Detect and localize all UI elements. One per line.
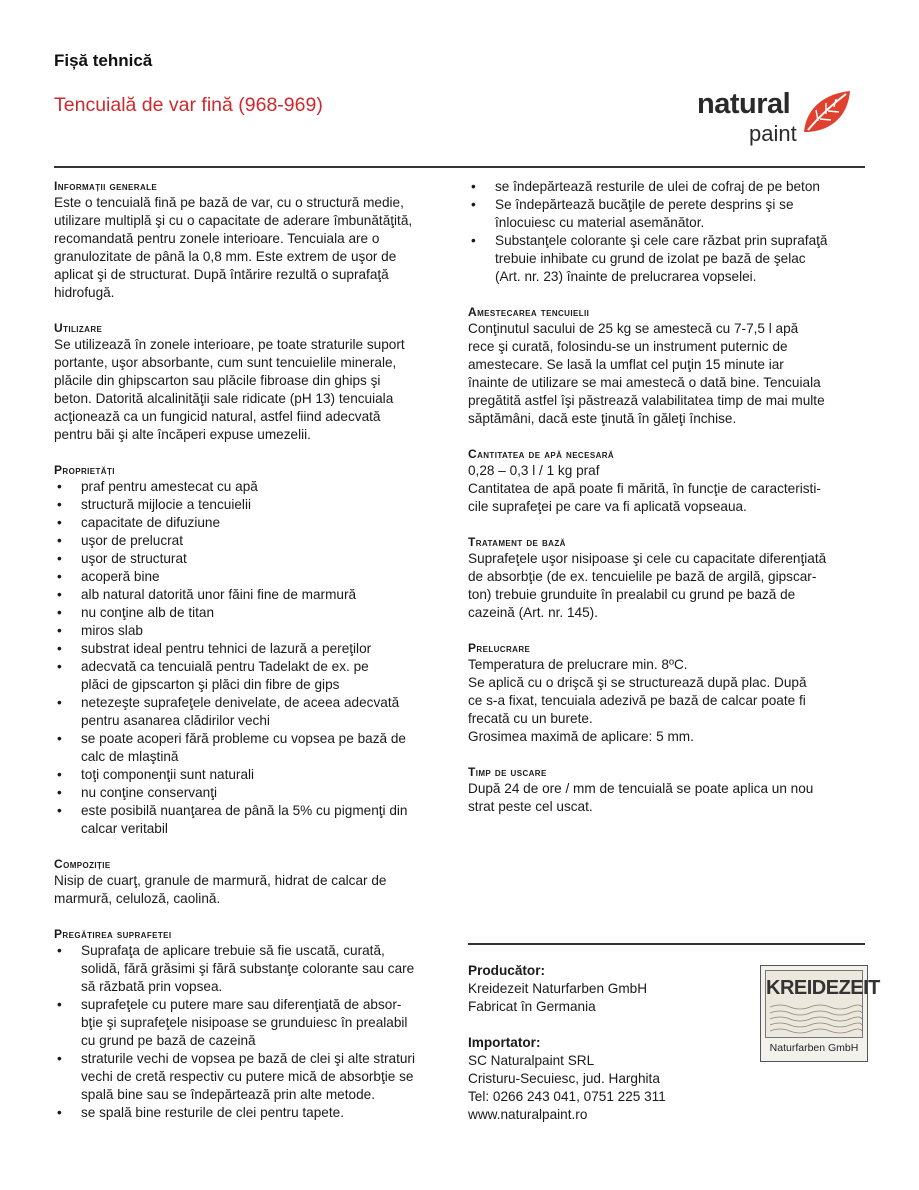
kreidezeit-logo-panel [765,970,880,1038]
list-item: • uşor de structurat [54,550,454,568]
list-item: • se spală bine resturile de clei pentru tapete. [54,1104,454,1122]
doc-type: Fișă tehnică [54,51,153,70]
contacts-block [468,962,748,1124]
logo-word-paint: paint [749,121,797,146]
producer-country: Fabricat în Germania [468,999,596,1014]
properties-list [54,478,454,838]
list-item: • suprafeţele cu putere mare sau diferenţiată de absor- bţie şi suprafeţele nisipoase se grunduiesc în prealabil cu grund pe bază de cazeină [54,996,454,1050]
left-column [54,178,454,1122]
importer-label: Importator: [468,1035,541,1050]
importer-name: SC Naturalpaint SRL [468,1053,595,1068]
list-item: • alb natural datorită unor făini fine de marmură [54,586,454,604]
section-heading-usage: Utilizare [54,321,103,335]
list-item: • substrat ideal pentru tehnici de lazură a pereţilor [54,640,454,658]
section-heading-general-info: Informații generale [54,179,158,193]
producer-label: Producător: [468,963,546,978]
list-item: • nu conţine conservanţi [54,784,454,802]
section-heading-mixing: Amestecarea tencuielii [468,305,590,319]
section-heading-surface-preparation: Pregătirea suprafetei [54,927,172,941]
stamp-subtitle: Naturfarben GmbH [769,1042,859,1054]
list-item: • straturile vechi de vopsea pe bază de clei şi alte straturi vechi de cretă respectiv cu putere mică de absorbţie se spală bine sau se îndepărtează prin alte metode. [54,1050,454,1104]
list-item: • se poate acoperi fără probleme cu vopsea pe bază de calc de mlaştină [54,730,454,766]
section-heading-base-treatment: Tratament de bază [468,535,566,549]
list-item: • netezeşte suprafeţele denivelate, de aceea adecvată pentru asanarea clădirilor vechi [54,694,454,730]
kreidezeit-stamp [760,965,880,1062]
section-heading-processing: Prelucrare [468,641,531,655]
right-column [468,178,868,816]
list-item: • uşor de prelucrat [54,532,454,550]
processing-text: Temperatura de prelucrare min. 8ºC. Se aplică cu o drişcă şi se structurează după plac. După ce s-a fixat, tencuiala adezivă pe bază de calcar poate fi frecată cu un burete. Grosimea maximă de aplicare: 5 mm. [468,657,807,744]
stamp-brand: KREIDEZEIT [766,977,880,999]
section-heading-water-amount: Cantitatea de apă necesară [468,447,615,461]
natural-paint-logo [697,88,853,154]
list-item: • Se îndepărtează bucăţile de perete desprins şi se înlocuiesc cu material asemănător. [468,196,868,232]
drying-time-text: După 24 de ore / mm de tencuială se poate aplica un nou strat peste cel uscat. [468,781,814,814]
base-treatment-text: Suprafeţele uşor nisipoase şi cele cu capacitate diferenţiată de absorbţie (de ex. tencuielile pe bază de argilă, gipscar- ton) trebuie grunduite în prealabil cu grund pe bază de cazeină (Art. nr. 145). [468,551,827,620]
preparation-list-continued [468,178,868,286]
list-item: • Suprafaţa de aplicare trebuie să fie uscată, curată, solidă, fără grăsimi şi fără substanţe colorante sau care să răzbată prin vopsea. [54,942,454,996]
list-item: • praf pentru amestecat cu apă [54,478,454,496]
list-item: • este posibilă nuanţarea de până la 5% cu pigmenţi din calcar veritabil [54,802,454,838]
list-item: • adecvată ca tencuială pentru Tadelakt de ex. pe plăci de gipscarton şi plăci din fibre de gips [54,658,454,694]
importer-website[interactable]: www.naturalpaint.ro [468,1107,588,1122]
section-heading-properties: Proprietăți [54,463,115,477]
section-heading-composition: Compoziție [54,857,111,871]
usage-text: Se utilizează în zonele interioare, pe toate straturile suport portante, uşor absorbante, cum sunt tencuielile minerale, plăcile din ghipscarton sau plăcile fibroase din ghips şi beton. Datorită alcalinităţii sale ridicate (pH 13) tencuiala acţionează ca un fungicid natural, astfel fiind adecvată pentru băi şi alte încăperi expuse umezelii. [54,337,405,442]
product-title: Tencuială de var fină (968-969) [54,94,323,116]
composition-text: Nisip de cuarţ, granule de marmură, hidrat de calcar de marmură, celuloză, caolină. [54,873,387,906]
importer-phone: Tel: 0266 243 041, 0751 225 311 [468,1089,666,1104]
contacts-rule [468,943,865,945]
list-item: • nu conţine alb de titan [54,604,454,622]
list-item: • toţi componenţii sunt naturali [54,766,454,784]
section-heading-drying-time: Timp de uscare [468,765,547,779]
list-item: • capacitate de difuziune [54,514,454,532]
list-item: • acoperă bine [54,568,454,586]
logo-word-natural: natural [697,88,791,120]
producer-name: Kreidezeit Naturfarben GmbH [468,981,648,996]
mixing-text: Conţinutul sacului de 25 kg se amestecă cu 7-7,5 l apă rece şi curată, folosindu-se un instrument puternic de amestecare. Se lasă la umflat cel puţin 15 minute iar înainte de utilizare se mai amestecă o dată bine. Tencuiala pregătită astfel îşi păstrează valabilitatea timp de mai multe săptămâni, dacă este ţinută în găleţi închise. [468,321,825,426]
water-amount-text: 0,28 – 0,3 l / 1 kg praf Cantitatea de apă poate fi mărită, în funcţie de caracteristi- cile suprafeţei pe care va fi aplicată vopseaua. [468,463,821,514]
list-item: • miros slab [54,622,454,640]
preparation-list [54,942,454,1122]
leaf-icon [800,88,852,134]
general-info-text: Este o tencuială fină pe bază de var, cu o structură medie, utilizare multiplă şi cu o capacitate de aderare îmbunătăţită, recomandată pentru zonele interioare. Tencuiala are o granulozitate de până la 0,8 mm. Este extrem de uşor de aplicat şi de structurat. După întărire rezultă o suprafaţă hidrofugă. [54,195,413,300]
list-item: • Substanţele colorante şi cele care răzbat prin suprafaţă trebuie inhibate cu grund de izolat pe bază de şelac (Art. nr. 23) înainte de prelucrarea vopselei. [468,232,868,286]
list-item: • se îndepărtează resturile de ulei de cofraj de pe beton [468,178,868,196]
list-item: • structură mijlocie a tencuielii [54,496,454,514]
importer-city: Cristuru-Secuiesc, jud. Harghita [468,1071,660,1086]
header-rule [54,166,865,168]
